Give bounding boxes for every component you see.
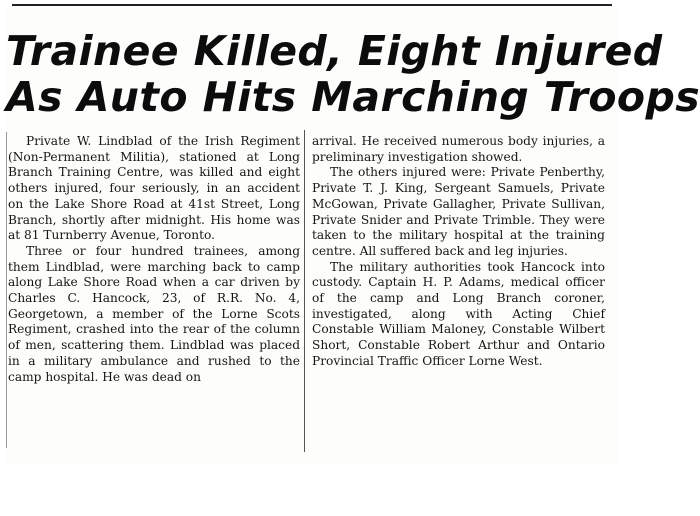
top-rule bbox=[12, 4, 612, 6]
column-divider bbox=[304, 130, 305, 452]
article-paragraph-continuation: arrival. He received numerous body injuries, a preliminary investigation showed. bbox=[312, 134, 605, 164]
article-paragraph: The military authorities took Hancock into custody. Captain H. P. Adams, medical officer of the camp and Long Branch coroner, investigated, along with Acting Chief Constable William Maloney, Constable Wilbert Short, Constable Robert Arthur and Ontario Provincial Traffic Officer Lorne West. bbox=[312, 259, 605, 368]
column-left-edge bbox=[6, 132, 7, 448]
article-paragraph: The others injured were: Private Penberthy, Private T. J. King, Sergeant Samuels, Private McGowan, Private Gallagher, Private Sullivan, Private Snider and Private Trimble. They were taken to the military hospital at the training centre. All suffered back and leg injuries. bbox=[312, 165, 605, 258]
article-column-right bbox=[312, 134, 605, 370]
article-paragraph: Three or four hundred trainees, among them Lindblad, were marching back to camp along Lake Shore Road when a car driven by Charles C. Hancock, 23, of R.R. No. 4, Georgetown, a member of the Lorne Scots Regiment, crashed into the rear of the column of men, scattering them. Lindblad was placed in a military ambulance and rushed to the camp hospital. He was dead on bbox=[8, 243, 300, 384]
newspaper-clipping bbox=[6, 4, 700, 464]
article-paragraph: Private W. Lindblad of the Irish Regiment (Non-Permanent Militia), stationed at Long Branch Training Centre, was killed and eight others injured, four seriously, in an accident on the Lake Shore Road at 41st Street, Long Branch, shortly after midnight. His home was at 81 Turnberry Avenue, Toronto. bbox=[8, 134, 300, 243]
headline-line-2: As Auto Hits Marching Troops bbox=[6, 73, 700, 121]
headline-line-1: Trainee Killed, Eight Injured bbox=[6, 27, 663, 75]
article-column-left bbox=[8, 134, 300, 385]
